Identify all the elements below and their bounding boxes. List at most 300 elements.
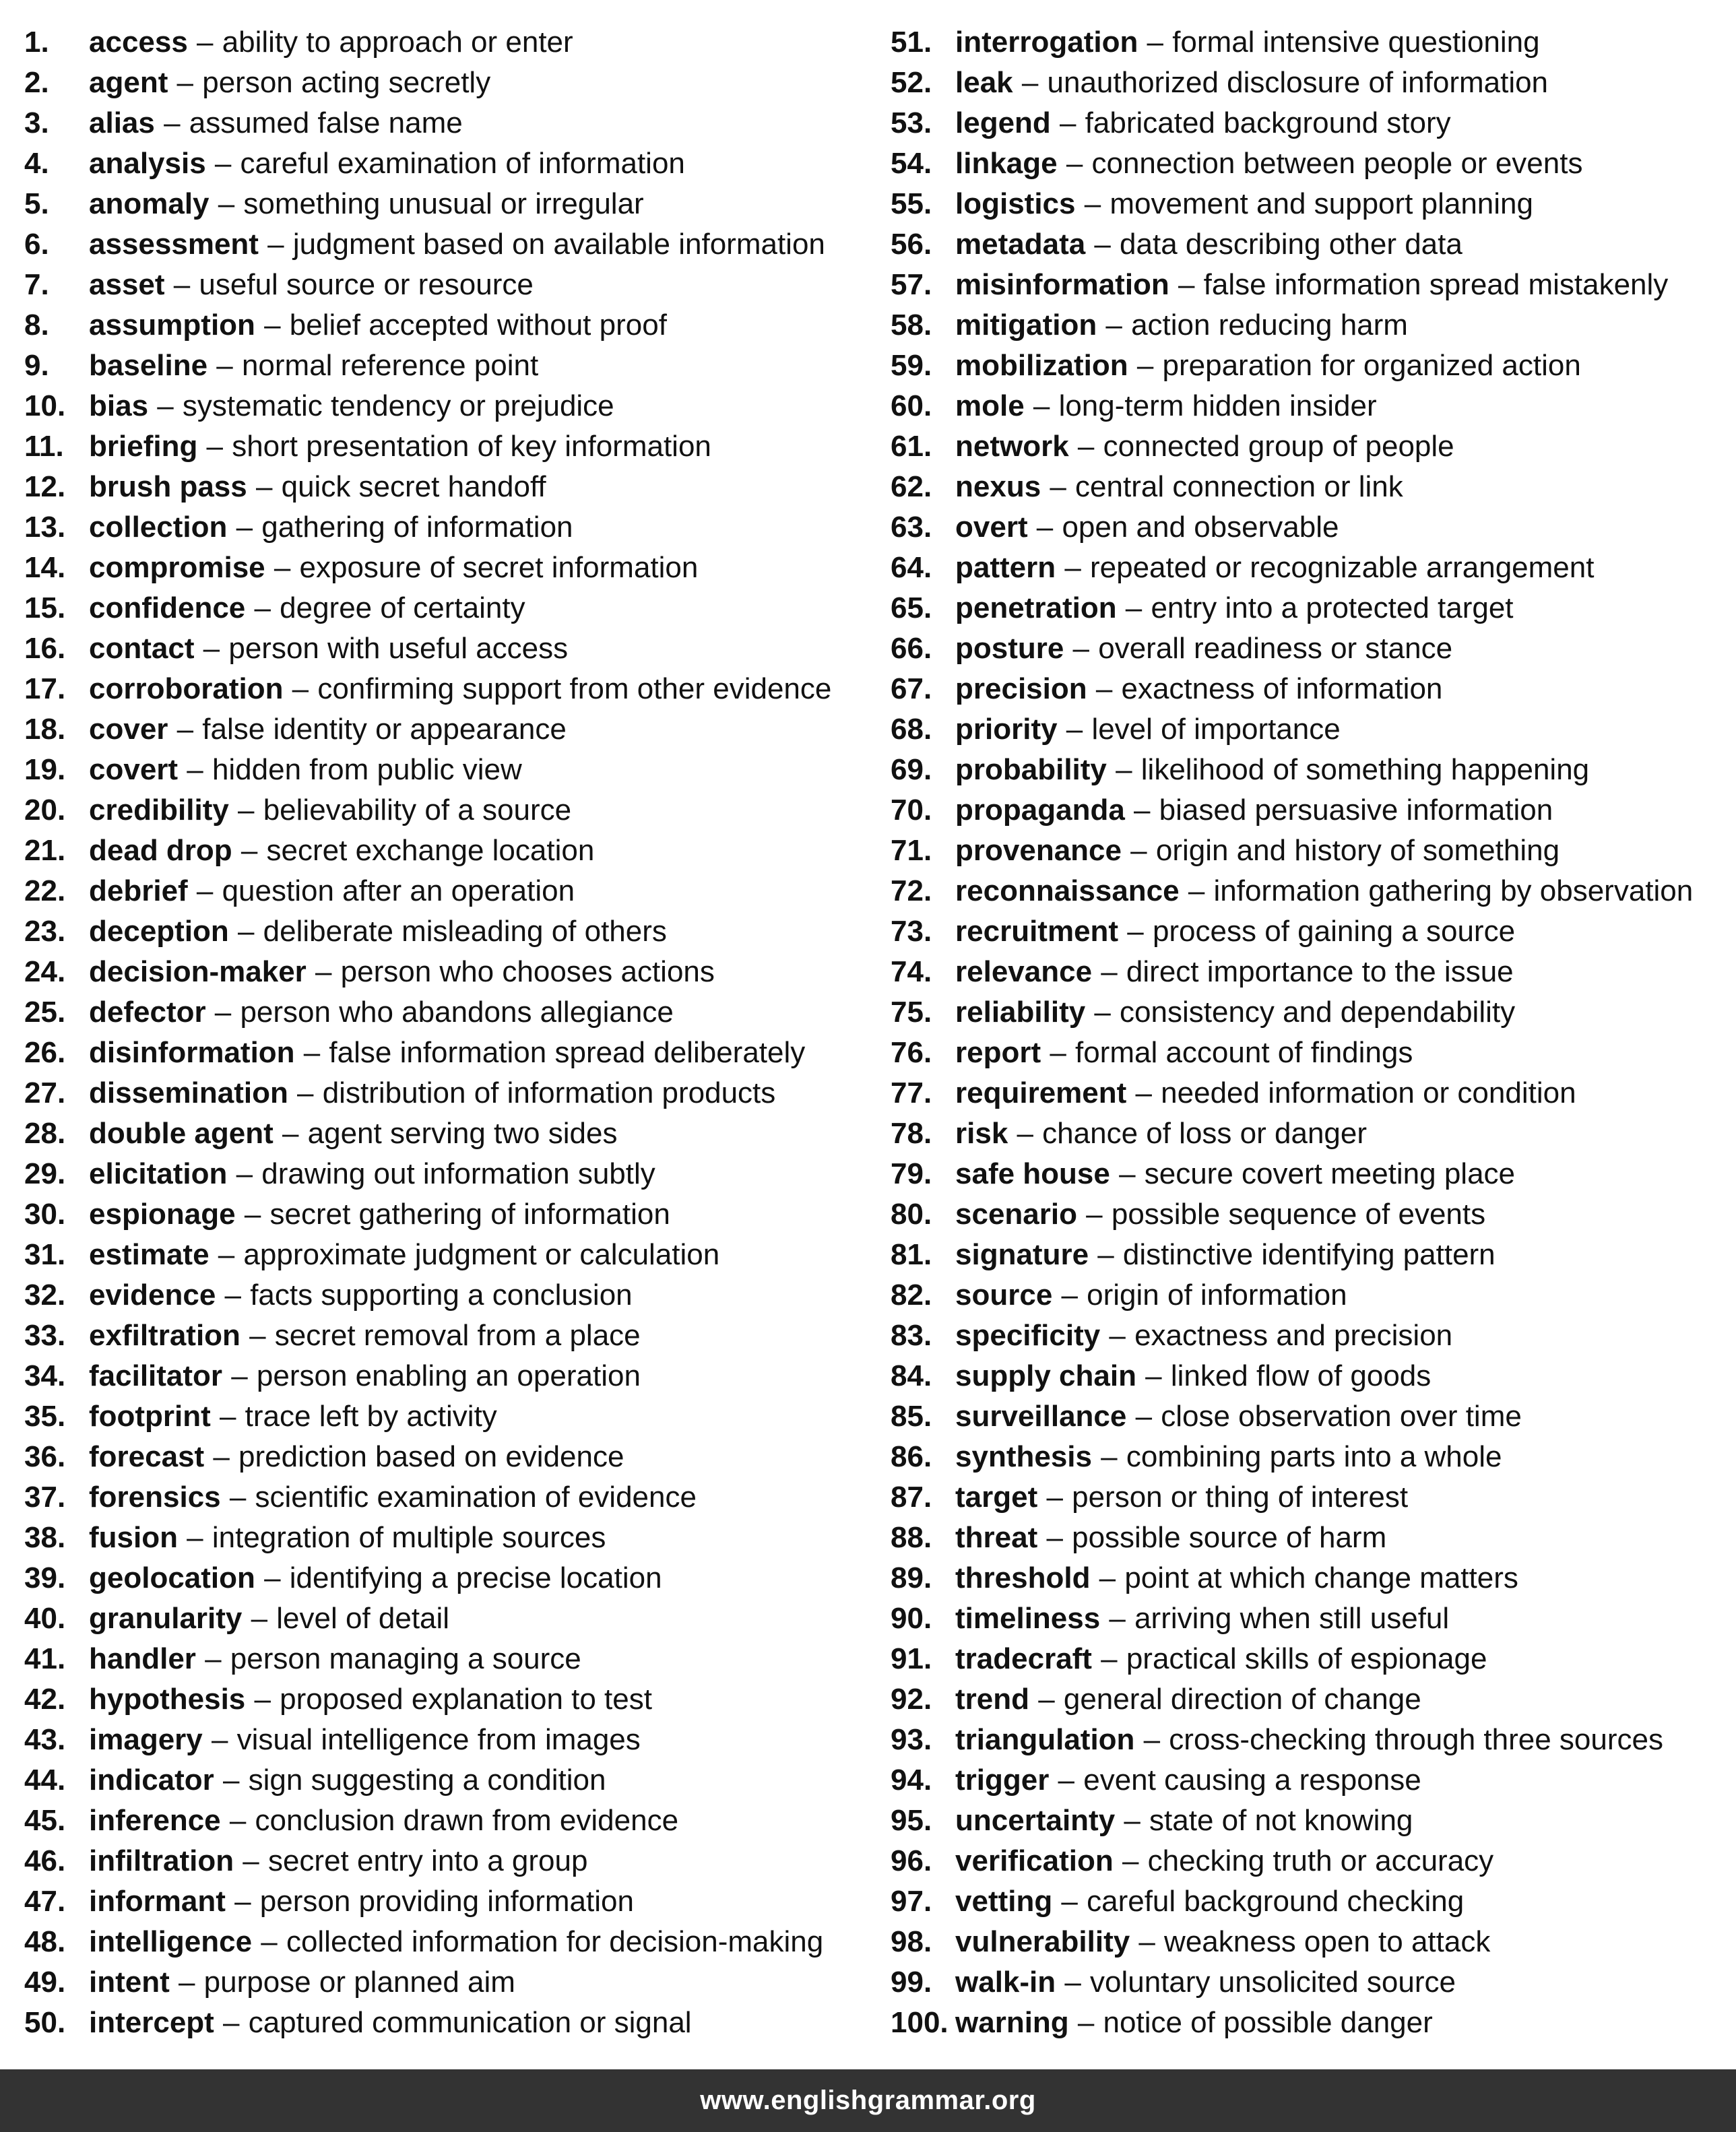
- entry-term: network: [955, 430, 1069, 463]
- vocabulary-entry: [891, 1073, 1733, 1113]
- vocabulary-entry: [24, 911, 866, 952]
- vocabulary-entry: [891, 1154, 1733, 1194]
- entry-dash: –: [274, 551, 291, 584]
- vocabulary-entry: [891, 750, 1733, 790]
- entry-definition: false information spread mistakenly: [1203, 268, 1669, 301]
- entry-number: 36.: [24, 1440, 66, 1473]
- vocabulary-entry: [891, 628, 1733, 669]
- vocabulary-entry: [891, 1194, 1733, 1235]
- entry-term: supply chain: [955, 1359, 1136, 1392]
- entry-number: 96.: [891, 1844, 932, 1877]
- entry-dash: –: [1130, 834, 1147, 867]
- entry-dash: –: [1058, 1764, 1075, 1797]
- entry-definition: distribution of information products: [322, 1076, 776, 1109]
- entry-term: propaganda: [955, 794, 1125, 827]
- entry-term: recruitment: [955, 915, 1119, 948]
- entry-definition: secret removal from a place: [274, 1319, 641, 1352]
- entry-definition: long-term hidden insider: [1058, 389, 1377, 422]
- vocabulary-entry: [891, 1113, 1733, 1154]
- vocabulary-entry: [24, 1518, 866, 1558]
- entry-term: source: [955, 1279, 1053, 1312]
- entry-term: inference: [89, 1804, 221, 1837]
- vocabulary-entry: [891, 1922, 1733, 1962]
- entry-dash: –: [237, 915, 255, 948]
- entry-dash: –: [1135, 1400, 1153, 1433]
- entry-dash: –: [205, 1642, 222, 1675]
- entry-dash: –: [218, 187, 235, 220]
- entry-definition: visual intelligence from images: [236, 1723, 641, 1756]
- entry-term: provenance: [955, 834, 1122, 867]
- entry-number: 100.: [891, 2006, 949, 2039]
- entry-dash: –: [251, 1602, 268, 1635]
- vocabulary-entry: [891, 184, 1733, 224]
- entry-definition: false identity or appearance: [202, 713, 567, 746]
- entry-number: 1.: [24, 26, 49, 59]
- entry-term: specificity: [955, 1319, 1101, 1352]
- entry-dash: –: [214, 147, 232, 180]
- entry-number: 7.: [24, 268, 49, 301]
- entry-dash: –: [1077, 2006, 1095, 2039]
- entry-term: walk-in: [955, 1966, 1056, 1999]
- entry-definition: captured communication or signal: [248, 2006, 692, 2039]
- entry-dash: –: [229, 1804, 247, 1837]
- entry-definition: linked flow of goods: [1170, 1359, 1432, 1392]
- entry-number: 39.: [24, 1561, 66, 1594]
- vocabulary-entry: [891, 224, 1733, 265]
- entry-number: 46.: [24, 1844, 66, 1877]
- entry-definition: believability of a source: [263, 794, 572, 827]
- vocabulary-entry: [24, 386, 866, 426]
- entry-number: 17.: [24, 672, 66, 705]
- entry-term: risk: [955, 1117, 1008, 1150]
- entry-number: 65.: [891, 591, 932, 624]
- entry-number: 53.: [891, 106, 932, 139]
- entry-term: trigger: [955, 1764, 1050, 1797]
- entry-definition: facts supporting a conclusion: [250, 1279, 633, 1312]
- vocabulary-entry: [24, 1194, 866, 1235]
- entry-term: disinformation: [89, 1036, 295, 1069]
- entry-dash: –: [1064, 1966, 1081, 1999]
- entry-definition: level of detail: [276, 1602, 450, 1635]
- vocabulary-entry: [891, 386, 1733, 426]
- entry-number: 38.: [24, 1521, 66, 1554]
- entry-definition: origin of information: [1087, 1279, 1347, 1312]
- entry-number: 62.: [891, 470, 932, 503]
- entry-term: priority: [955, 713, 1058, 746]
- entry-number: 30.: [24, 1198, 66, 1231]
- entry-number: 66.: [891, 632, 932, 665]
- entry-definition: repeated or recognizable arrangement: [1089, 551, 1595, 584]
- entry-dash: –: [264, 309, 281, 342]
- entry-term: analysis: [89, 147, 206, 180]
- entry-definition: identifying a precise location: [289, 1561, 662, 1594]
- vocabulary-entry: [24, 1316, 866, 1356]
- entry-term: deception: [89, 915, 229, 948]
- footer-website-url[interactable]: www.englishgrammar.org: [700, 2086, 1036, 2115]
- entry-term: covert: [89, 753, 179, 786]
- entry-definition: short presentation of key information: [232, 430, 711, 463]
- entry-definition: secure covert meeting place: [1144, 1157, 1516, 1190]
- vocabulary-entry: [891, 1235, 1733, 1275]
- vocabulary-entry: [24, 1841, 866, 1881]
- footer-bar: [0, 2069, 1736, 2132]
- entry-definition: state of not knowing: [1149, 1804, 1413, 1837]
- entry-number: 34.: [24, 1359, 66, 1392]
- entry-definition: central connection or link: [1075, 470, 1403, 503]
- entry-term: footprint: [89, 1400, 211, 1433]
- entry-number: 69.: [891, 753, 932, 786]
- entry-dash: –: [1059, 106, 1076, 139]
- entry-number: 58.: [891, 309, 932, 342]
- entry-dash: –: [1097, 1238, 1114, 1271]
- entry-number: 22.: [24, 874, 66, 907]
- entry-number: 25.: [24, 996, 66, 1029]
- entry-definition: prediction based on evidence: [238, 1440, 624, 1473]
- entry-term: intent: [89, 1966, 170, 1999]
- entry-term: mobilization: [955, 349, 1128, 382]
- entry-number: 28.: [24, 1117, 66, 1150]
- entry-term: asset: [89, 268, 165, 301]
- entry-number: 45.: [24, 1804, 66, 1837]
- entry-term: nexus: [955, 470, 1041, 503]
- entry-definition: needed information or condition: [1161, 1076, 1576, 1109]
- entry-definition: voluntary unsolicited source: [1090, 1966, 1456, 1999]
- entry-number: 5.: [24, 187, 49, 220]
- entry-definition: general direction of change: [1063, 1683, 1421, 1716]
- entry-dash: –: [213, 1440, 230, 1473]
- entry-dash: –: [255, 470, 273, 503]
- entry-definition: normal reference point: [241, 349, 539, 382]
- entry-definition: origin and history of something: [1155, 834, 1560, 867]
- entry-definition: careful examination of information: [240, 147, 685, 180]
- entry-definition: preparation for organized action: [1162, 349, 1581, 382]
- entry-dash: –: [315, 955, 332, 988]
- vocabulary-entry: [24, 1598, 866, 1639]
- entry-term: misinformation: [955, 268, 1169, 301]
- entry-definition: likelihood of something happening: [1140, 753, 1590, 786]
- entry-number: 90.: [891, 1602, 932, 1635]
- entry-definition: purpose or planned aim: [203, 1966, 515, 1999]
- entry-definition: scientific examination of evidence: [255, 1481, 697, 1514]
- entry-number: 35.: [24, 1400, 66, 1433]
- entry-term: cover: [89, 713, 168, 746]
- vocabulary-entry: [891, 871, 1733, 911]
- entry-dash: –: [157, 389, 174, 422]
- entry-number: 99.: [891, 1966, 932, 1999]
- vocabulary-entry: [891, 1720, 1733, 1760]
- entry-term: exfiltration: [89, 1319, 240, 1352]
- vocabulary-entry: [891, 143, 1733, 184]
- vocabulary-entry: [891, 1639, 1733, 1679]
- entry-number: 10.: [24, 389, 66, 422]
- entry-dash: –: [223, 2006, 240, 2039]
- entry-number: 32.: [24, 1279, 66, 1312]
- vocabulary-entry: [891, 1841, 1733, 1881]
- entry-dash: –: [1109, 1602, 1126, 1635]
- entry-dash: –: [1147, 26, 1163, 59]
- entry-dash: –: [244, 1198, 261, 1231]
- vocabulary-entry: [24, 1558, 866, 1598]
- entry-dash: –: [303, 1036, 321, 1069]
- entry-term: posture: [955, 632, 1064, 665]
- entry-definition: question after an operation: [222, 874, 575, 907]
- entry-definition: conclusion drawn from evidence: [255, 1804, 679, 1837]
- entry-definition: connected group of people: [1103, 430, 1454, 463]
- entry-dash: –: [1122, 1844, 1139, 1877]
- entry-dash: –: [297, 1076, 314, 1109]
- entry-number: 16.: [24, 632, 66, 665]
- entry-term: mole: [955, 389, 1025, 422]
- entry-number: 20.: [24, 794, 66, 827]
- entry-definition: proposed explanation to test: [280, 1683, 652, 1716]
- entry-definition: open and observable: [1062, 511, 1339, 544]
- entry-dash: –: [197, 26, 214, 59]
- entry-dash: –: [1084, 187, 1101, 220]
- entry-definition: something unusual or irregular: [243, 187, 644, 220]
- vocabulary-entry: [24, 1437, 866, 1477]
- entry-term: bias: [89, 389, 149, 422]
- entry-definition: combining parts into a whole: [1126, 1440, 1502, 1473]
- vocabulary-entry: [891, 1033, 1733, 1073]
- entry-term: threat: [955, 1521, 1038, 1554]
- entry-definition: careful background checking: [1087, 1885, 1465, 1918]
- entry-dash: –: [1021, 66, 1039, 99]
- entry-dash: –: [1133, 794, 1151, 827]
- entry-term: compromise: [89, 551, 265, 584]
- entry-definition: belief accepted without proof: [289, 309, 667, 342]
- entry-number: 83.: [891, 1319, 932, 1352]
- entry-dash: –: [220, 1400, 236, 1433]
- entry-dash: –: [229, 1481, 247, 1514]
- entry-dash: –: [1136, 349, 1154, 382]
- entry-dash: –: [187, 753, 203, 786]
- entry-term: surveillance: [955, 1400, 1127, 1433]
- entry-definition: degree of certainty: [280, 591, 525, 624]
- entry-dash: –: [222, 1764, 240, 1797]
- entry-term: hypothesis: [89, 1683, 246, 1716]
- vocabulary-entry: [891, 1558, 1733, 1598]
- entry-dash: –: [1101, 955, 1118, 988]
- entry-number: 54.: [891, 147, 932, 180]
- vocabulary-entry: [891, 588, 1733, 628]
- entry-number: 56.: [891, 228, 932, 261]
- entry-number: 8.: [24, 309, 49, 342]
- vocabulary-entry: [24, 831, 866, 871]
- entry-term: reliability: [955, 996, 1086, 1029]
- entry-term: dissemination: [89, 1076, 288, 1109]
- entry-term: scenario: [955, 1198, 1077, 1231]
- entry-definition: connection between people or events: [1091, 147, 1583, 180]
- vocabulary-entry: [891, 265, 1733, 305]
- entry-number: 12.: [24, 470, 66, 503]
- entry-term: granularity: [89, 1602, 243, 1635]
- entry-number: 64.: [891, 551, 932, 584]
- entry-dash: –: [224, 1279, 242, 1312]
- vocabulary-entry: [24, 2003, 866, 2043]
- entry-number: 94.: [891, 1764, 932, 1797]
- entry-number: 52.: [891, 66, 932, 99]
- entry-term: facilitator: [89, 1359, 223, 1392]
- entry-dash: –: [1145, 1359, 1162, 1392]
- entry-definition: judgment based on available information: [292, 228, 825, 261]
- entry-term: informant: [89, 1885, 226, 1918]
- entry-dash: –: [231, 1359, 248, 1392]
- entry-definition: exactness of information: [1121, 672, 1443, 705]
- vocabulary-entry: [24, 1639, 866, 1679]
- entry-number: 79.: [891, 1157, 932, 1190]
- vocabulary-entry: [891, 305, 1733, 346]
- entry-number: 37.: [24, 1481, 66, 1514]
- vocabulary-entry: [24, 1477, 866, 1518]
- entry-dash: –: [236, 511, 253, 544]
- entry-definition: chance of loss or danger: [1042, 1117, 1368, 1150]
- entry-term: intelligence: [89, 1925, 253, 1958]
- entry-term: warning: [955, 2006, 1069, 2039]
- entry-term: verification: [955, 1844, 1114, 1877]
- vocabulary-entry: [24, 1881, 866, 1922]
- vocabulary-entry: [891, 709, 1733, 750]
- vocabulary-entry: [891, 1962, 1733, 2003]
- entry-term: reconnaissance: [955, 874, 1180, 907]
- entry-term: assessment: [89, 228, 259, 261]
- entry-term: logistics: [955, 187, 1076, 220]
- entry-definition: weakness open to attack: [1164, 1925, 1491, 1958]
- vocabulary-entry: [891, 346, 1733, 386]
- entry-definition: direct importance to the issue: [1126, 955, 1514, 988]
- entry-number: 43.: [24, 1723, 66, 1756]
- entry-definition: point at which change matters: [1124, 1561, 1518, 1594]
- entry-number: 55.: [891, 187, 932, 220]
- entry-number: 95.: [891, 1804, 932, 1837]
- entry-term: defector: [89, 996, 206, 1029]
- vocabulary-entry: [891, 1275, 1733, 1316]
- vocabulary-entry: [24, 992, 866, 1033]
- entry-dash: –: [1125, 591, 1143, 624]
- entry-number: 89.: [891, 1561, 932, 1594]
- entry-number: 61.: [891, 430, 932, 463]
- entry-definition: unauthorized disclosure of information: [1047, 66, 1549, 99]
- entry-number: 82.: [891, 1279, 932, 1312]
- entry-definition: drawing out information subtly: [261, 1157, 655, 1190]
- vocabulary-entry: [891, 2003, 1733, 2043]
- entry-term: confidence: [89, 591, 246, 624]
- entry-term: report: [955, 1036, 1041, 1069]
- entry-definition: ability to approach or enter: [222, 26, 573, 59]
- entry-definition: secret gathering of information: [269, 1198, 670, 1231]
- entry-dash: –: [1143, 1723, 1161, 1756]
- entry-definition: possible sequence of events: [1111, 1198, 1486, 1231]
- entry-number: 26.: [24, 1036, 66, 1069]
- entry-term: relevance: [955, 955, 1093, 988]
- entry-number: 18.: [24, 713, 66, 746]
- vocabulary-entry: [24, 1396, 866, 1437]
- entry-number: 98.: [891, 1925, 932, 1958]
- entry-dash: –: [1066, 713, 1083, 746]
- vocabulary-entry: [24, 709, 866, 750]
- entry-definition: gathering of information: [261, 511, 573, 544]
- entry-definition: approximate judgment or calculation: [243, 1238, 720, 1271]
- entry-dash: –: [164, 106, 181, 139]
- entry-dash: –: [254, 1683, 271, 1716]
- entry-definition: systematic tendency or prejudice: [182, 389, 614, 422]
- entry-definition: secret entry into a group: [267, 1844, 588, 1877]
- entry-term: corroboration: [89, 672, 284, 705]
- entry-definition: arriving when still useful: [1134, 1602, 1450, 1635]
- entry-dash: –: [173, 268, 191, 301]
- entry-definition: person or thing of interest: [1072, 1481, 1409, 1514]
- entry-term: leak: [955, 66, 1013, 99]
- entry-number: 29.: [24, 1157, 66, 1190]
- vocabulary-entry: [891, 1356, 1733, 1396]
- entry-number: 4.: [24, 147, 49, 180]
- vocabulary-entry: [24, 588, 866, 628]
- entry-number: 9.: [24, 349, 49, 382]
- entry-dash: –: [216, 349, 233, 382]
- entry-definition: data describing other data: [1120, 228, 1462, 261]
- entry-definition: sign suggesting a condition: [248, 1764, 606, 1797]
- vocabulary-entry: [24, 1922, 866, 1962]
- vocabulary-entry: [24, 669, 866, 709]
- entry-number: 6.: [24, 228, 49, 261]
- vocabulary-entry: [891, 1316, 1733, 1356]
- entry-number: 74.: [891, 955, 932, 988]
- entry-dash: –: [1116, 753, 1132, 786]
- entry-dash: –: [214, 996, 232, 1029]
- vocabulary-entry: [891, 103, 1733, 143]
- entry-number: 75.: [891, 996, 932, 1029]
- entry-dash: –: [1119, 1157, 1136, 1190]
- entry-definition: consistency and dependability: [1120, 996, 1516, 1029]
- vocabulary-entry: [24, 103, 866, 143]
- vocabulary-entry: [891, 63, 1733, 103]
- entry-term: baseline: [89, 349, 208, 382]
- entry-dash: –: [261, 1925, 278, 1958]
- entry-definition: exactness and precision: [1134, 1319, 1453, 1352]
- entry-definition: overall readiness or stance: [1098, 632, 1453, 665]
- vocabulary-entry: [24, 1962, 866, 2003]
- entry-term: uncertainty: [955, 1804, 1116, 1837]
- entry-definition: formal intensive questioning: [1172, 26, 1540, 59]
- entry-number: 70.: [891, 794, 932, 827]
- entry-definition: information gathering by observation: [1213, 874, 1694, 907]
- entry-definition: person managing a source: [230, 1642, 581, 1675]
- entry-dash: –: [236, 1157, 253, 1190]
- entry-number: 42.: [24, 1683, 66, 1716]
- entry-definition: person who chooses actions: [340, 955, 715, 988]
- entry-number: 80.: [891, 1198, 932, 1231]
- vocabulary-entry: [24, 63, 866, 103]
- entry-definition: collected information for decision-making: [286, 1925, 824, 1958]
- entry-dash: –: [267, 228, 284, 261]
- entry-number: 72.: [891, 874, 932, 907]
- entry-number: 76.: [891, 1036, 932, 1069]
- entry-definition: person acting secretly: [202, 66, 491, 99]
- entry-definition: cross-checking through three sources: [1169, 1723, 1663, 1756]
- entry-definition: integration of multiple sources: [212, 1521, 606, 1554]
- entry-term: credibility: [89, 794, 229, 827]
- entry-dash: –: [1124, 1804, 1140, 1837]
- entry-term: decision-maker: [89, 955, 307, 988]
- entry-number: 41.: [24, 1642, 66, 1675]
- entry-dash: –: [1036, 511, 1054, 544]
- entry-definition: process of gaining a source: [1152, 915, 1516, 948]
- entry-term: anomaly: [89, 187, 210, 220]
- vocabulary-entry: [24, 1679, 866, 1720]
- entry-number: 87.: [891, 1481, 932, 1514]
- entry-term: overt: [955, 511, 1028, 544]
- entry-dash: –: [240, 834, 258, 867]
- entry-term: assumption: [89, 309, 255, 342]
